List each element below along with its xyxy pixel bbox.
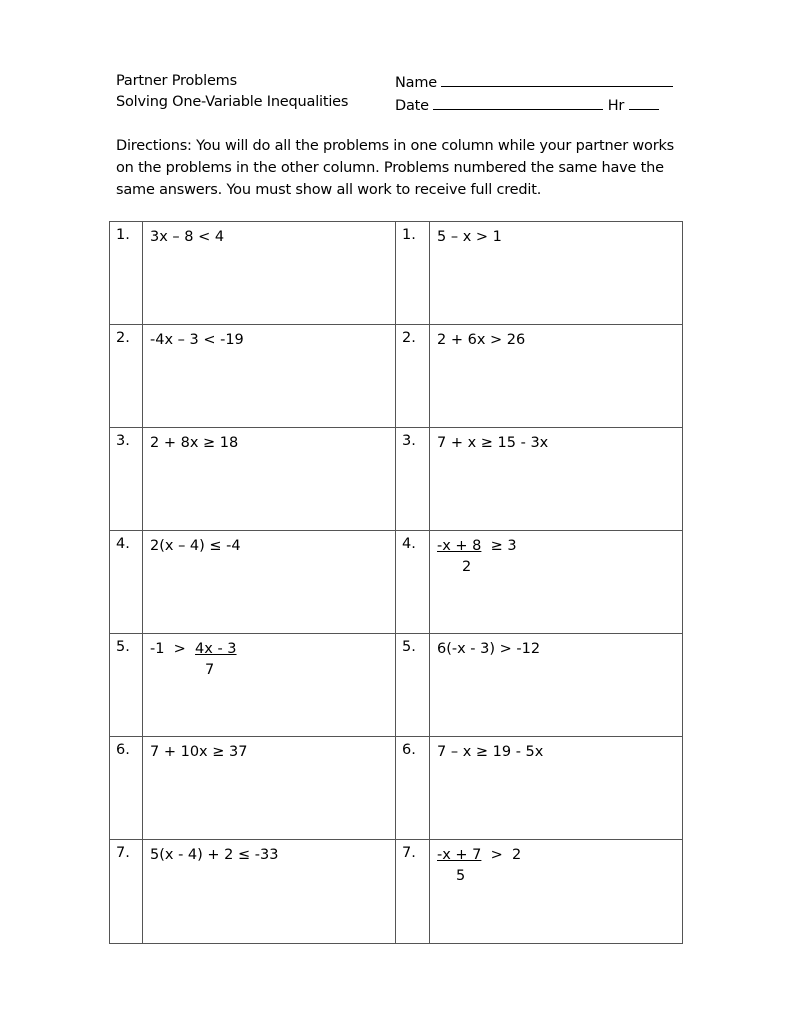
problem-number: 6. (110, 737, 143, 840)
hr-label: Hr (607, 98, 625, 114)
problem-cell-right[interactable]: 7 + x ≥ 15 - 3x (430, 428, 683, 531)
problem-number: 4. (396, 531, 430, 634)
table-row (110, 634, 683, 737)
problem-number: 4. (110, 531, 143, 634)
fraction-denominator: 7 (205, 662, 215, 678)
problem-cell-left[interactable]: 2 + 8x ≥ 18 (143, 428, 396, 531)
problem-cell-right[interactable] (430, 840, 683, 944)
date-line (395, 94, 673, 117)
title-line-1: Partner Problems (116, 73, 237, 89)
problem-number: 7. (110, 840, 143, 944)
problem-cell-right[interactable] (430, 531, 683, 634)
table-row (110, 325, 683, 428)
problem-cell-left[interactable] (143, 634, 396, 737)
problem-cell-right[interactable]: 6(-x - 3) > -12 (430, 634, 683, 737)
problem-number: 3. (396, 428, 430, 531)
problem-number: 5. (396, 634, 430, 737)
directions: Directions: You will do all the problems in one column while your partner works on the problems in the other column. Problems numbered the same have the same answers. You must show all work to receive full credit. (116, 138, 675, 198)
problem-number: 1. (396, 222, 430, 325)
fraction-denominator: 2 (462, 559, 472, 575)
name-blank[interactable] (441, 71, 673, 87)
date-label: Date (395, 98, 429, 114)
table-row (110, 531, 683, 634)
problem-number: 2. (110, 325, 143, 428)
problem-cell-left[interactable]: 5(x - 4) + 2 ≤ -33 (143, 840, 396, 944)
problem-number: 5. (110, 634, 143, 737)
fraction-numerator: -x + 8 (437, 538, 482, 554)
inequality-left: -1 > (150, 641, 196, 657)
fraction-numerator: -x + 7 (437, 847, 482, 863)
problem-cell-right[interactable]: 5 – x > 1 (430, 222, 683, 325)
problem-cell-right[interactable]: 2 + 6x > 26 (430, 325, 683, 428)
name-label: Name (395, 75, 437, 91)
problem-number: 6. (396, 737, 430, 840)
problem-number: 7. (396, 840, 430, 944)
table-row (110, 737, 683, 840)
table-row (110, 840, 683, 944)
name-line (395, 71, 673, 94)
hr-blank[interactable] (629, 94, 659, 110)
problem-cell-left[interactable]: 7 + 10x ≥ 37 (143, 737, 396, 840)
problem-cell-right[interactable]: 7 – x ≥ 19 - 5x (430, 737, 683, 840)
student-info (395, 71, 673, 117)
problem-number: 2. (396, 325, 430, 428)
problem-number: 3. (110, 428, 143, 531)
table-row (110, 428, 683, 531)
problem-cell-left[interactable]: 2(x – 4) ≤ -4 (143, 531, 396, 634)
date-blank[interactable] (433, 94, 603, 110)
problem-cell-left[interactable]: 3x – 8 < 4 (143, 222, 396, 325)
fraction-numerator: 4x - 3 (195, 641, 237, 657)
title-line-2: Solving One-Variable Inequalities (116, 94, 349, 110)
fraction-denominator: 5 (456, 868, 466, 884)
table-row (110, 222, 683, 325)
worksheet-title (116, 71, 348, 113)
inequality-rest: ≥ 3 (481, 538, 517, 554)
problem-cell-left[interactable]: -4x – 3 < -19 (143, 325, 396, 428)
inequality-rest: > 2 (481, 847, 522, 863)
problem-table (109, 221, 683, 944)
problem-number: 1. (110, 222, 143, 325)
